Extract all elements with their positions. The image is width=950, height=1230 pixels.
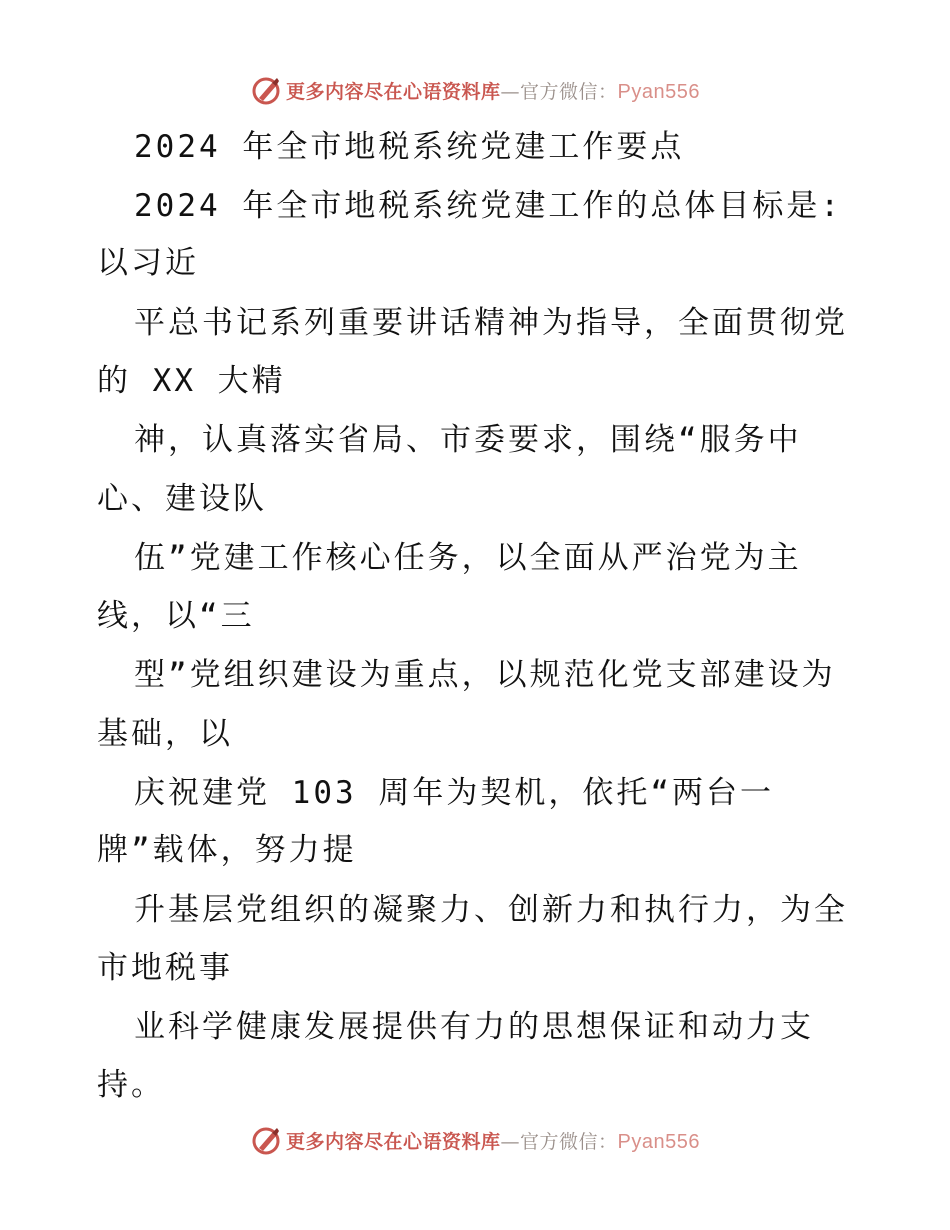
- watermark-slogan: 更多内容尽在心语资料库: [286, 1130, 501, 1153]
- watermark-slogan: 更多内容尽在心语资料库: [286, 80, 501, 103]
- paragraph-line: 升基层党组织的凝聚力、创新力和执行力，为全: [134, 892, 848, 928]
- paragraph-line: 神，认真落实省局、市委要求，围绕“服务中: [134, 422, 802, 458]
- paragraph-line: 型”党组织建设为重点，以规范化党支部建设为: [134, 657, 836, 693]
- watermark-text: [286, 1127, 700, 1154]
- paragraph-line: 线，以“三: [97, 598, 255, 634]
- watermark-dash: —: [500, 80, 521, 103]
- paragraph-line: 平总书记系列重要讲话精神为指导，全面贯彻党: [134, 305, 848, 341]
- pen-nib-seal-icon: [250, 74, 282, 106]
- paragraph-line: 市地税事: [97, 950, 233, 986]
- footer-watermark: [0, 1124, 950, 1156]
- paragraph-line: 2024 年全市地税系统党建工作的总体目标是:: [134, 188, 842, 224]
- watermark-wechat-label: 官方微信：: [520, 80, 618, 103]
- paragraph-line: 基础，以: [97, 716, 233, 752]
- watermark-dash: —: [500, 1130, 521, 1153]
- watermark-wechat-id: Pyan556: [617, 1130, 700, 1153]
- paragraph-line: 业科学健康发展提供有力的思想保证和动力支: [134, 1009, 814, 1045]
- paragraph-line: 持。: [97, 1067, 165, 1103]
- watermark-wechat-id: Pyan556: [617, 80, 700, 103]
- paragraph-line: 伍”党建工作核心任务，以全面从严治党为主: [134, 540, 802, 576]
- watermark-text: [286, 77, 700, 104]
- paragraph-line: 以习近: [97, 245, 199, 281]
- header-watermark: [0, 74, 950, 106]
- watermark-wechat-label: 官方微信：: [520, 1130, 618, 1153]
- paragraph-line: 的 XX 大精: [97, 363, 286, 399]
- paragraph-line: 牌”载体，努力提: [97, 832, 357, 868]
- pen-nib-seal-icon: [250, 1124, 282, 1156]
- paragraph-line: 庆祝建党 103 周年为契机，依托“两台一: [134, 775, 774, 811]
- paragraph-line: 心、建设队: [97, 481, 267, 517]
- document-title: 2024 年全市地税系统党建工作要点: [134, 129, 685, 165]
